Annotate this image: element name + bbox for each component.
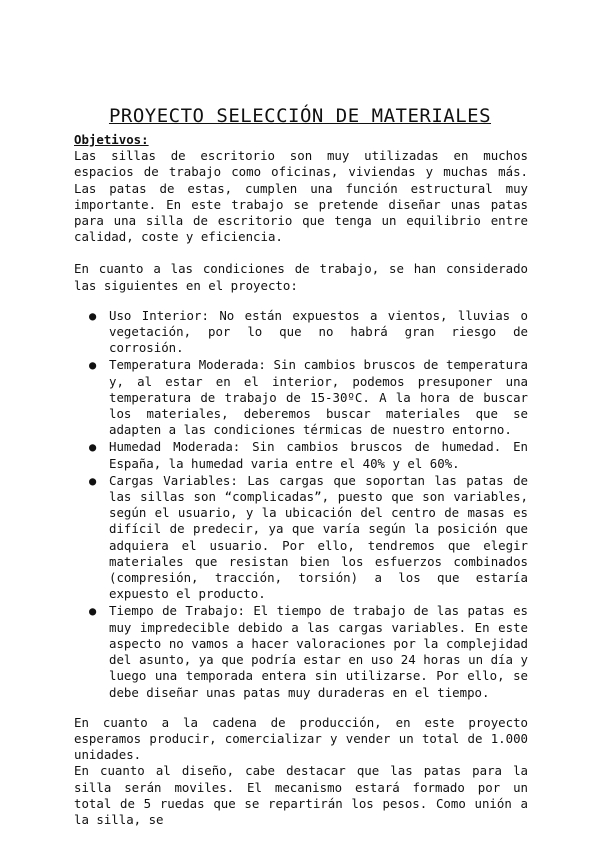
conditions-list (74, 308, 528, 701)
page-title: PROYECTO SELECCIÓN DE MATERIALES (108, 105, 492, 127)
document-body (74, 132, 528, 828)
bullet-icon: ● (89, 358, 97, 373)
list-item-cargas (74, 473, 528, 603)
list-item-humedad (74, 439, 528, 471)
list-item-text: Humedad Moderada: Sin cambios bruscos de humedad. En España, la humedad varia entre el 40% y el 60%. (109, 439, 528, 471)
bullet-icon: ● (89, 604, 97, 619)
bullet-icon: ● (89, 308, 97, 323)
list-item-tiempo (74, 603, 528, 700)
list-item-text: Tiempo de Trabajo: El tiempo de trabajo de las patas es muy impredecible debido a las cargas variables. En este aspecto no vamos a hacer valoraciones por la complejidad del asunto, ya que podría estar en uso 24 horas un día y luego una temporada entera sin utilizarse. Por ello, se debe diseñar unas patas muy duraderas en el tiempo. (109, 603, 528, 700)
list-item-uso-interior (74, 308, 528, 357)
intro-paragraph: Las sillas de escritorio son muy utilizadas en muchos espacios de trabajo como oficinas, viviendas y muchas más. Las patas de estas, cumplen una función estructural muy importante. En este trabajo se pretende diseñar unas patas para una silla de escritorio que tenga un equilibrio entre calidad, coste y eficiencia. (74, 148, 528, 245)
bullet-icon: ● (89, 440, 97, 455)
spacer (74, 245, 528, 261)
list-item-temperatura (74, 357, 528, 438)
list-item-text: Cargas Variables: Las cargas que soportan las patas de las sillas son “complicadas”, puesto que son variables, según el usuario, y la ubicación del centro de masas es difícil de predecir, ya que varía según la posición que adquiera el usuario. Por ello, tendremos que elegir materiales que resistan bien los esfuerzos combinados (compresión, tracción, torsión) a los que estaría expuesto el producto. (109, 472, 528, 602)
conditions-intro-paragraph: En cuanto a las condiciones de trabajo, se han considerado las siguientes en el proyecto: (74, 261, 528, 293)
bullet-icon: ● (89, 473, 97, 488)
list-item-text: Uso Interior: No están expuestos a vientos, lluvias o vegetación, por lo que no habrá gran riesgo de corrosión. (109, 307, 528, 356)
production-paragraph: En cuanto a la cadena de producción, en este proyecto esperamos producir, comercializar y vender un total de 1.000 unidades. (74, 714, 528, 763)
list-item-text: Temperatura Moderada: Sin cambios bruscos de temperatura y, al estar en el interior, podemos presuponer una temperatura de trabajo de 15-30ºC. A la hora de buscar los materiales, deberemos buscar materiales que se adapten a las condiciones térmicas de nuestro entorno. (109, 357, 528, 438)
objectives-heading: Objetivos: (74, 132, 149, 147)
design-paragraph: En cuanto al diseño, cabe destacar que las patas para la silla serán moviles. El mecanismo estará formado por un total de 5 ruedas que se repartirán los pesos. Como unión a la silla, se (74, 763, 528, 827)
